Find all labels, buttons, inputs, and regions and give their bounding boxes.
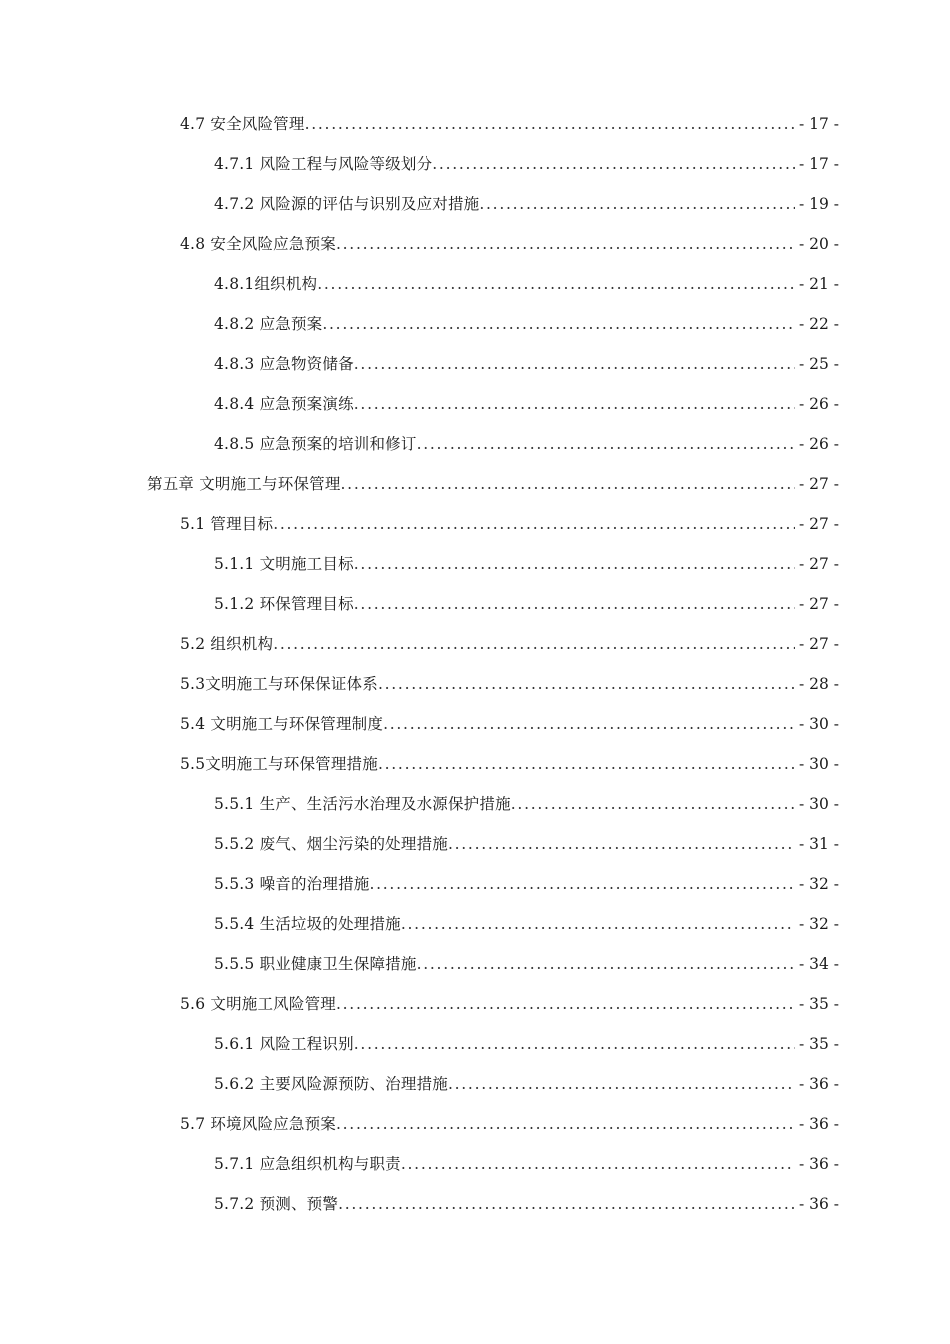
toc-entry-title: 5.6.2 主要风险源预防、治理措施 — [214, 1075, 448, 1093]
toc-entry-page-number: - 32 - — [798, 915, 839, 933]
toc-entry-title: 5.4 文明施工与环保管理制度 — [180, 715, 384, 733]
toc-dot-leader — [305, 112, 795, 136]
toc-entry-title: 4.8.3 应急物资储备 — [214, 355, 354, 373]
toc-entry-page-number: - 27 - — [798, 555, 839, 573]
toc-entry-page-number: - 27 - — [798, 515, 839, 533]
toc-entry-page-number: - 32 - — [798, 875, 839, 893]
toc-entry[interactable] — [214, 1152, 839, 1192]
toc-dot-leader — [273, 512, 795, 536]
toc-entry-title: 5.5文明施工与环保管理措施 — [180, 755, 378, 773]
toc-dot-leader — [417, 952, 795, 976]
toc-dot-leader — [369, 872, 794, 896]
toc-entry-title: 4.8.5 应急预案的培训和修订 — [214, 435, 417, 453]
toc-entry-page-number: - 30 - — [798, 715, 839, 733]
toc-dot-leader — [354, 392, 795, 416]
toc-dot-leader — [317, 272, 795, 296]
toc-entry-title: 4.7.1 风险工程与风险等级划分 — [214, 155, 433, 173]
toc-entry[interactable] — [147, 472, 839, 512]
toc-entry[interactable] — [214, 1192, 839, 1232]
toc-dot-leader — [336, 232, 795, 256]
toc-entry[interactable] — [180, 112, 839, 152]
toc-entry-page-number: - 27 - — [798, 635, 839, 653]
toc-dot-leader — [401, 912, 795, 936]
toc-entry[interactable] — [214, 912, 839, 952]
toc-entry-page-number: - 22 - — [798, 315, 839, 333]
toc-entry-title: 5.5.2 废气、烟尘污染的处理措施 — [214, 835, 448, 853]
toc-entry[interactable] — [214, 832, 839, 872]
toc-entry[interactable] — [180, 712, 839, 752]
toc-entry-page-number: - 26 - — [798, 435, 839, 453]
toc-entry-title: 5.1 管理目标 — [180, 515, 274, 533]
toc-entry-page-number: - 31 - — [798, 835, 839, 853]
toc-entry[interactable] — [180, 632, 839, 672]
toc-entry[interactable] — [180, 232, 839, 272]
toc-entry-title: 4.8.4 应急预案演练 — [214, 395, 354, 413]
toc-entry-title: 5.3文明施工与环保保证体系 — [180, 675, 378, 693]
toc-entry[interactable] — [180, 512, 839, 552]
toc-entry[interactable] — [180, 752, 839, 792]
toc-entry-title: 4.8 安全风险应急预案 — [180, 235, 336, 253]
toc-entry-title: 5.5.4 生活垃圾的处理措施 — [214, 915, 401, 933]
toc-entry-page-number: - 36 - — [798, 1115, 839, 1133]
toc-dot-leader — [354, 1032, 795, 1056]
toc-dot-leader — [417, 432, 795, 456]
toc-entry[interactable] — [214, 272, 839, 312]
toc-entry-page-number: - 34 - — [798, 955, 839, 973]
toc-entry-title: 第五章 文明施工与环保管理 — [147, 475, 341, 493]
toc-entry-title: 5.6.1 风险工程识别 — [214, 1035, 354, 1053]
toc-entry[interactable] — [214, 152, 839, 192]
toc-entry[interactable] — [214, 432, 839, 472]
toc-entry-title: 5.1.2 环保管理目标 — [214, 595, 354, 613]
toc-dot-leader — [273, 632, 795, 656]
toc-entry-page-number: - 25 - — [798, 355, 839, 373]
toc-entry[interactable] — [214, 312, 839, 352]
toc-entry-title: 5.5.1 生产、生活污水治理及水源保护措施 — [214, 795, 511, 813]
toc-entry[interactable] — [214, 792, 839, 832]
toc-entry-page-number: - 17 - — [798, 115, 839, 133]
toc-entry-page-number: - 35 - — [798, 1035, 839, 1053]
toc-entry-page-number: - 26 - — [798, 395, 839, 413]
toc-entry-title: 4.7 安全风险管理 — [180, 115, 305, 133]
toc-dot-leader — [341, 472, 795, 496]
toc-dot-leader — [448, 1072, 795, 1096]
toc-dot-leader — [511, 792, 795, 816]
toc-entry-page-number: - 27 - — [798, 595, 839, 613]
toc-dot-leader — [378, 752, 795, 776]
toc-dot-leader — [354, 352, 795, 376]
toc-entry-page-number: - 28 - — [798, 675, 839, 693]
toc-entry-page-number: - 21 - — [798, 275, 839, 293]
toc-dot-leader — [383, 712, 795, 736]
toc-dot-leader — [432, 152, 795, 176]
toc-dot-leader — [354, 592, 795, 616]
toc-entry-page-number: - 36 - — [798, 1195, 839, 1213]
toc-entry-title: 5.7 环境风险应急预案 — [180, 1115, 336, 1133]
toc-entry[interactable] — [214, 952, 839, 992]
toc-dot-leader — [338, 1192, 795, 1216]
toc-entry[interactable] — [214, 1032, 839, 1072]
toc-entry[interactable] — [214, 552, 839, 592]
toc-entry-title: 5.5.3 噪音的治理措施 — [214, 875, 370, 893]
toc-entry[interactable] — [180, 1112, 839, 1152]
toc-entry-page-number: - 20 - — [798, 235, 839, 253]
toc-entry-page-number: - 35 - — [798, 995, 839, 1013]
toc-entry[interactable] — [214, 592, 839, 632]
toc-entry-title: 4.7.2 风险源的评估与识别及应对措施 — [214, 195, 480, 213]
toc-entry-page-number: - 27 - — [798, 475, 839, 493]
toc-entry[interactable] — [214, 192, 839, 232]
toc-entry-title: 5.5.5 职业健康卫生保障措施 — [214, 955, 417, 973]
toc-dot-leader — [479, 192, 795, 216]
toc-dot-leader — [336, 1112, 795, 1136]
toc-entry[interactable] — [214, 352, 839, 392]
toc-entry[interactable] — [214, 1072, 839, 1112]
toc-entry[interactable] — [180, 992, 839, 1032]
toc-dot-leader — [378, 672, 795, 696]
toc-entry-page-number: - 36 - — [798, 1075, 839, 1093]
toc-entry[interactable] — [214, 872, 839, 912]
toc-entry[interactable] — [180, 672, 839, 712]
toc-entry-title: 4.8.1组织机构 — [214, 275, 318, 293]
toc-entry-page-number: - 30 - — [798, 755, 839, 773]
toc-entry-title: 5.7.2 预测、预警 — [214, 1195, 339, 1213]
toc-dot-leader — [354, 552, 795, 576]
toc-entry-title: 5.6 文明施工风险管理 — [180, 995, 336, 1013]
toc-entry[interactable] — [214, 392, 839, 432]
toc-entry-title: 5.2 组织机构 — [180, 635, 274, 653]
toc-dot-leader — [336, 992, 795, 1016]
toc-entry-title: 5.7.1 应急组织机构与职责 — [214, 1155, 401, 1173]
toc-entry-title: 5.1.1 文明施工目标 — [214, 555, 354, 573]
toc-entry-page-number: - 17 - — [798, 155, 839, 173]
toc-dot-leader — [322, 312, 795, 336]
toc-entry-page-number: - 36 - — [798, 1155, 839, 1173]
toc-entry-page-number: - 19 - — [798, 195, 839, 213]
toc-dot-leader — [401, 1152, 795, 1176]
toc-dot-leader — [448, 832, 795, 856]
toc-entry-title: 4.8.2 应急预案 — [214, 315, 323, 333]
table-of-contents — [0, 112, 950, 1232]
toc-entry-page-number: - 30 - — [798, 795, 839, 813]
